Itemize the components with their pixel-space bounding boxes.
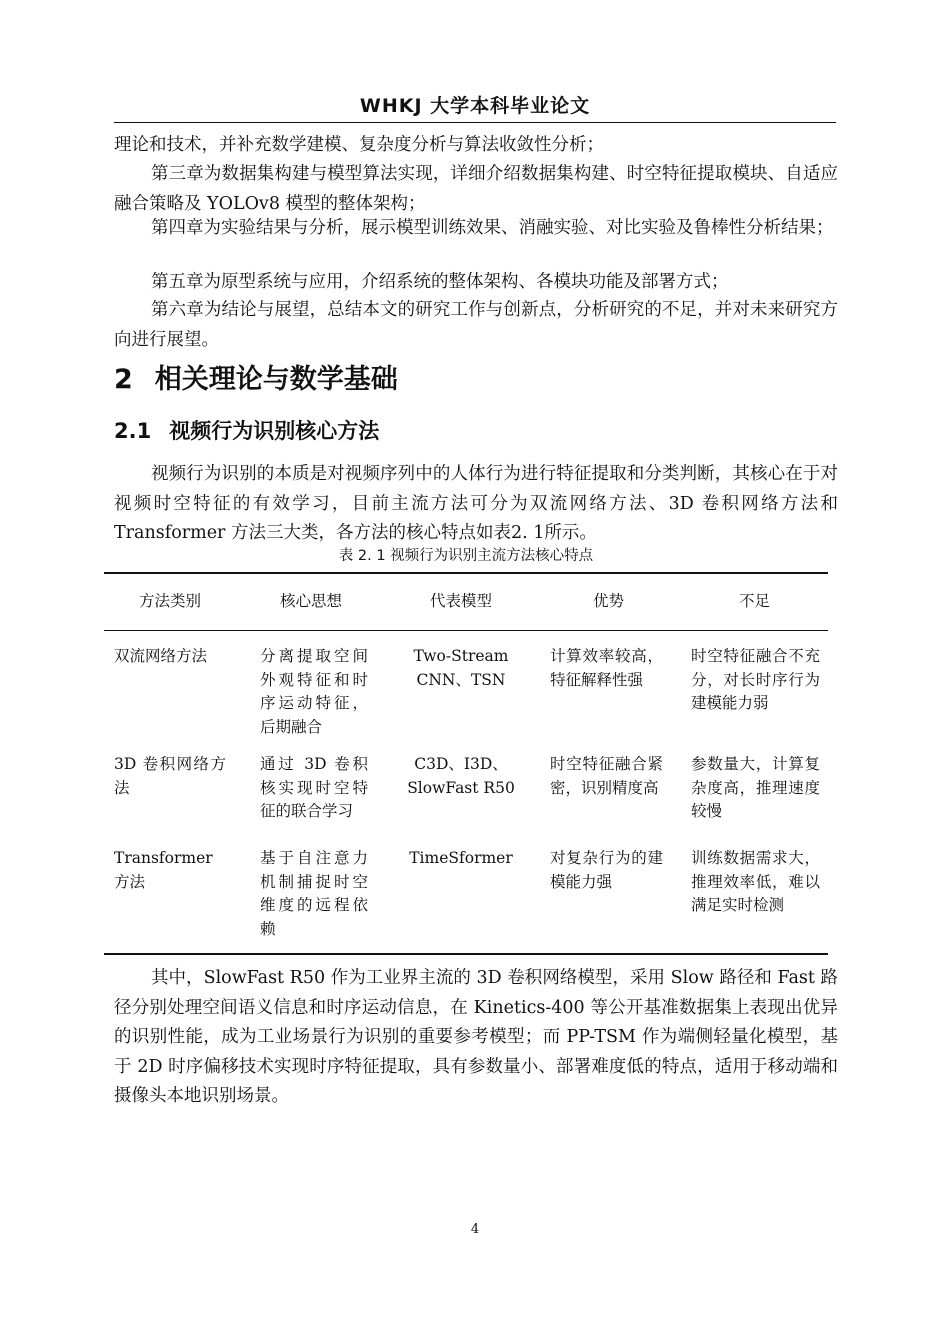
table-cell: 参数量大，计算复杂度高，推理速度较慢 bbox=[691, 755, 820, 820]
table-cell: 时空特征融合紧密，识别精度高 bbox=[550, 755, 663, 797]
intro-paragraph-5: 第六章为结论与展望，总结本文的研究工作与创新点，分析研究的不足，并对未来研究方向进行展望。 bbox=[114, 300, 838, 350]
table-cell: 时空特征融合不充分，对长时序行为建模能力弱 bbox=[691, 647, 820, 712]
section-heading bbox=[114, 360, 398, 400]
intro-paragraph-1: 理论和技术，并补充数学建模、复杂度分析与算法收敛性分析； bbox=[114, 135, 604, 155]
subsection-title: 视频行为识别核心方法 bbox=[169, 419, 380, 443]
running-header: WHKJ 大学本科毕业论文 bbox=[359, 95, 591, 117]
intro-paragraph-2: 第三章为数据集构建与模型算法实现，详细介绍数据集构建、时空特征提取模块、自适应融合策略及 YOLOv8 模型的整体架构； bbox=[114, 164, 838, 214]
section-title: 相关理论与数学基础 bbox=[154, 364, 398, 395]
table-header-row bbox=[104, 573, 828, 631]
table-cell: 基于自注意力机制捕捉时空维度的远程依赖 bbox=[260, 849, 368, 938]
table-header-cell: 优势 bbox=[592, 592, 624, 611]
table-cell: 3D 卷积网络方法 bbox=[114, 755, 226, 797]
table-caption: 表 2. 1 视频行为识别主流方法核心特点 bbox=[338, 548, 594, 564]
subsection-heading bbox=[114, 414, 379, 448]
table-header-cell: 核心思想 bbox=[279, 592, 342, 611]
table-row bbox=[104, 843, 828, 954]
table-cell: TimeSformer bbox=[409, 849, 513, 867]
table-cell: 分离提取空间外观特征和时序运动特征，后期融合 bbox=[260, 647, 368, 736]
table-row bbox=[104, 631, 828, 750]
table-cell: C3D、I3D、SlowFast R50 bbox=[407, 755, 515, 797]
intro-paragraph-4: 第五章为原型系统与应用，介绍系统的整体架构、各模块功能及部署方式； bbox=[151, 272, 729, 292]
header-rule bbox=[114, 122, 836, 123]
table-row bbox=[104, 749, 828, 843]
table-cell: 对复杂行为的建模能力强 bbox=[550, 849, 663, 891]
methods-table bbox=[104, 572, 828, 955]
section-number: 2 bbox=[114, 364, 133, 395]
table-header-cell: 方法类别 bbox=[138, 592, 201, 611]
intro-paragraph-3: 第四章为实验结果与分析，展示模型训练效果、消融实验、对比实验及鲁棒性分析结果； bbox=[151, 218, 834, 238]
table-header-cell: 代表模型 bbox=[429, 592, 492, 611]
table-cell: Transformer 方法 bbox=[114, 849, 213, 891]
table-cell: 训练数据需求大，推理效率低，难以满足实时检测 bbox=[691, 849, 820, 914]
table-header-cell: 不足 bbox=[738, 592, 770, 611]
page-number: 4 bbox=[470, 1222, 480, 1237]
table-cell: 计算效率较高，特征解释性强 bbox=[550, 647, 663, 689]
subsection-number: 2.1 bbox=[114, 419, 152, 443]
table-cell: 双流网络方法 bbox=[114, 647, 208, 665]
body-paragraph-2: 其中，SlowFast R50 作为工业界主流的 3D 卷积网络模型，采用 Slow 路径和 Fast 路径分别处理空间语义信息和时序运动信息，在 Kinetics-400 等公开基准数据集上表现出优异的识别性能，成为工业场景行为识别的重要参考模型；而 PP-TSM 作为端侧轻量化模型，基于 2D 时序偏移技术实现时序特征提取，具有参数量小、部署难度低的特点，适用于移动端和摄像头本地识别场景。 bbox=[114, 968, 838, 1106]
table-cell: 通过 3D 卷积核实现时空特征的联合学习 bbox=[260, 755, 368, 820]
body-paragraph-1: 视频行为识别的本质是对视频序列中的人体行为进行特征提取和分类判断，其核心在于对视频时空特征的有效学习，目前主流方法可分为双流网络方法、3D 卷积网络方法和 Transformer 方法三大类，各方法的核心特点如表2. 1所示。 bbox=[114, 464, 838, 543]
table-cell: Two-Stream CNN、TSN bbox=[413, 647, 509, 689]
